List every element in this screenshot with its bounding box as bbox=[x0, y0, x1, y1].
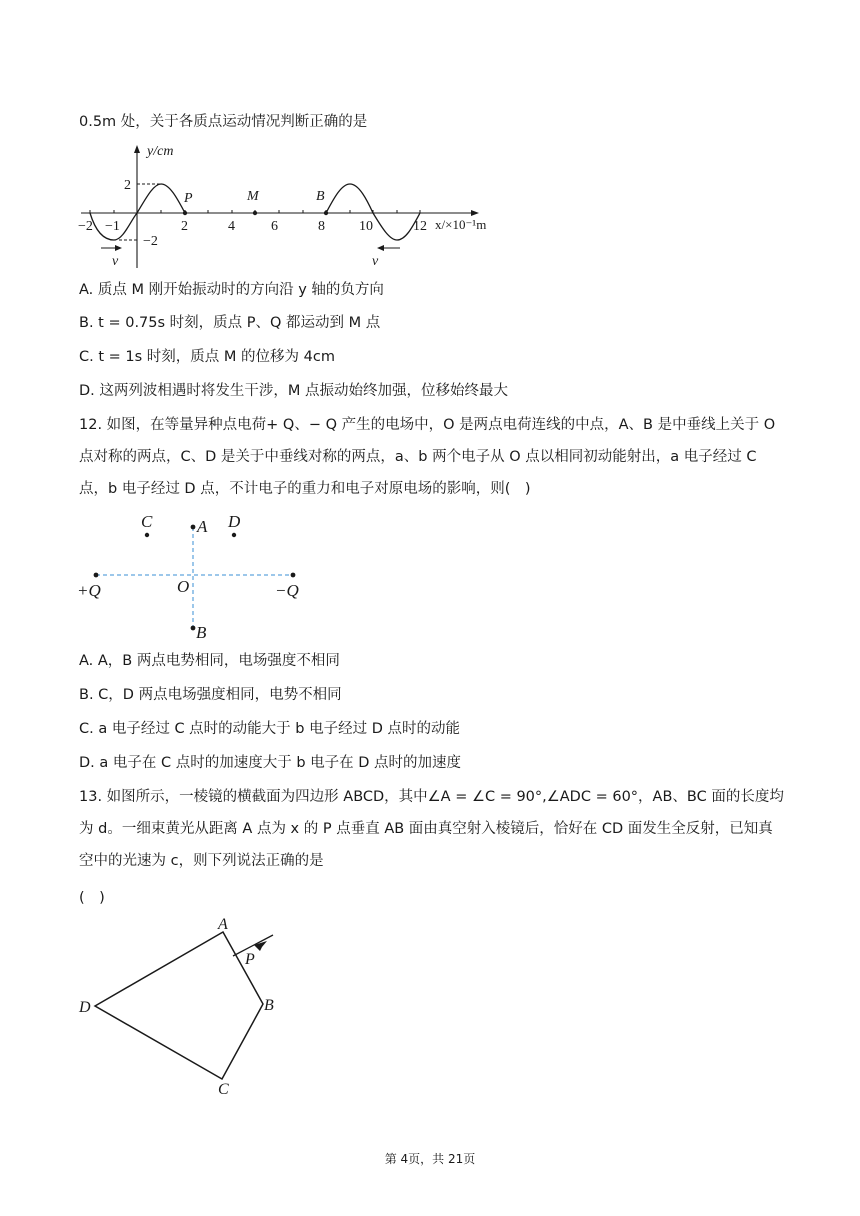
q13-stem: 13. 如图所示，一棱镜的横截面为四边形 ABCD，其中∠A = ∠C = 90°,∠ADC = 60°，AB、BC 面的长度均为 d。一细束黄光从距离 A 点为 x 的 P 点垂直 AB 面由真空射入棱镜后，恰好在 CD 面发生全反射，已知真空中的光速为 c，则下列说法正确的是 bbox=[79, 789, 784, 869]
y-tick-neg2: −2 bbox=[143, 234, 158, 249]
label-d: D bbox=[79, 999, 91, 1016]
label-d: D bbox=[228, 512, 241, 531]
right-wave bbox=[326, 184, 420, 240]
tick-4: 4 bbox=[228, 219, 235, 234]
q12-option-b: B. C，D 两点电场强度相同，电势不相同 bbox=[79, 687, 342, 703]
label-a: A bbox=[218, 916, 228, 933]
prism-figure bbox=[75, 912, 295, 1102]
q11-option-a: A. 质点 M 刚开始振动时的方向沿 y 轴的负方向 bbox=[79, 282, 384, 298]
q11-option-b: B. t = 0.75s 时刻，质点 P、Q 都运动到 M 点 bbox=[79, 315, 381, 331]
tick-8: 8 bbox=[318, 219, 325, 234]
y-axis-label: y/cm bbox=[147, 144, 174, 159]
label-minus-q: −Q bbox=[275, 581, 299, 600]
q12-option-c: C. a 电子经过 C 点时的动能大于 b 电子经过 D 点时的动能 bbox=[79, 721, 460, 737]
label-a: A bbox=[197, 517, 208, 536]
label-c: C bbox=[141, 512, 153, 531]
label-b: B bbox=[196, 623, 207, 642]
q13-bracket: ( ) bbox=[79, 890, 105, 906]
x-axis-label: x/×10⁻¹m bbox=[435, 217, 487, 232]
label-p: P bbox=[245, 951, 255, 968]
wave-figure bbox=[75, 140, 505, 270]
y-tick-2: 2 bbox=[124, 178, 131, 193]
label-o: O bbox=[177, 577, 190, 596]
q11-option-d: D. 这两列波相遇时将发生干涉，M 点振动始终加强，位移始终最大 bbox=[79, 383, 509, 399]
q12-option-a: A. A，B 两点电势相同，电场强度不相同 bbox=[79, 653, 340, 669]
tick-2: 2 bbox=[181, 219, 188, 234]
tick-neg1: −1 bbox=[105, 219, 120, 234]
label-c: C bbox=[218, 1081, 229, 1098]
label-p: P bbox=[184, 191, 193, 206]
tick-12: 12 bbox=[413, 219, 427, 234]
page-footer: 第 4页，共 21页 bbox=[384, 1152, 476, 1166]
q11-option-c: C. t = 1s 时刻，质点 M 的位移为 4cm bbox=[79, 349, 335, 365]
velocity-label-right: v bbox=[372, 254, 379, 269]
label-b: B bbox=[264, 997, 274, 1014]
q12-stem: 12. 如图，在等量异种点电荷+ Q、− Q 产生的电场中，O 是两点电荷连线的中点，A、B 是中垂线上关于 O 点对称的两点，C、D 是关于中垂线对称的两点，a、b 两个电子从 O 点以相同初动能射出，a 电子经过 C 点，b 电子经过 D 点，不计电子的重力和电子对原电场的影响，则( ) bbox=[79, 417, 776, 497]
tick-10: 10 bbox=[359, 219, 373, 234]
label-m: M bbox=[247, 189, 259, 204]
charges-figure bbox=[75, 510, 315, 645]
q12-option-d: D. a 电子在 C 点时的加速度大于 b 电子在 D 点时的加速度 bbox=[79, 755, 462, 771]
label-b: B bbox=[316, 189, 325, 204]
q11-stem-tail: 0.5m 处，关于各质点运动情况判断正确的是 bbox=[79, 114, 368, 130]
tick-6: 6 bbox=[271, 219, 278, 234]
tick-neg2: −2 bbox=[78, 219, 93, 234]
label-plus-q: +Q bbox=[77, 581, 101, 600]
velocity-label-left: v bbox=[112, 254, 119, 269]
